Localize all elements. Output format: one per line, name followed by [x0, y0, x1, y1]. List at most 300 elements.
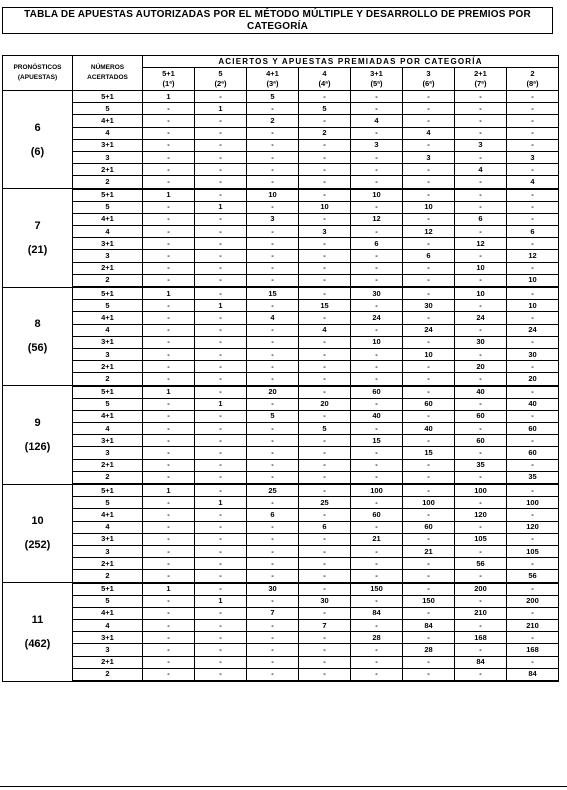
prize-count-cell: - — [455, 668, 507, 681]
prize-count-cell: - — [507, 583, 559, 596]
numeros-acertados-cell: 2+1 — [73, 459, 143, 471]
prize-count-cell: 100 — [507, 497, 559, 509]
prize-count-cell: - — [299, 632, 351, 644]
table-row — [3, 620, 559, 632]
prize-count-cell: - — [455, 91, 507, 103]
prize-count-cell: - — [507, 91, 559, 103]
table-header — [3, 56, 559, 91]
prize-count-cell: 6 — [351, 238, 403, 250]
prize-count-cell: - — [403, 336, 455, 348]
prize-count-cell: - — [143, 435, 195, 447]
prize-count-cell: - — [247, 656, 299, 668]
prize-count-cell: - — [143, 595, 195, 607]
prize-count-cell: 4 — [403, 127, 455, 139]
prize-count-cell: - — [299, 213, 351, 225]
table-row — [3, 398, 559, 410]
prize-count-cell: - — [299, 176, 351, 189]
prize-count-cell: 20 — [247, 386, 299, 399]
prize-count-cell: - — [299, 471, 351, 484]
prize-count-cell: 30 — [247, 583, 299, 596]
category-rank: (8ª) — [526, 79, 539, 88]
prize-count-cell: - — [403, 484, 455, 497]
prize-count-cell: - — [195, 386, 247, 399]
prize-count-cell: - — [247, 176, 299, 189]
numeros-acertados-cell: 3+1 — [73, 435, 143, 447]
bottom-rule — [0, 786, 567, 787]
table-row — [3, 558, 559, 570]
table-row — [3, 312, 559, 324]
prize-count-cell: 12 — [351, 213, 403, 225]
prize-count-cell: - — [143, 127, 195, 139]
prize-count-cell: - — [247, 644, 299, 656]
prize-count-cell: - — [143, 656, 195, 668]
prize-count-cell: - — [247, 139, 299, 151]
pronosticos-cell — [3, 386, 73, 485]
prize-count-cell: - — [455, 115, 507, 127]
prize-count-cell: - — [247, 226, 299, 238]
prize-count-cell: - — [507, 533, 559, 545]
prize-count-cell: - — [195, 583, 247, 596]
prize-count-cell: 10 — [403, 201, 455, 213]
numeros-acertados-cell: 4 — [73, 423, 143, 435]
prize-count-cell: - — [455, 250, 507, 262]
prize-count-cell: - — [351, 176, 403, 189]
prize-count-cell: - — [351, 545, 403, 557]
prize-count-cell: - — [351, 656, 403, 668]
prize-count-cell: - — [195, 373, 247, 386]
category-label: 4+1 — [266, 69, 279, 78]
numeros-acertados-cell: 4+1 — [73, 213, 143, 225]
prize-count-cell: 4 — [299, 324, 351, 336]
prize-count-cell: 100 — [455, 484, 507, 497]
prize-count-cell: - — [143, 558, 195, 570]
prize-count-cell: - — [143, 226, 195, 238]
table-row — [3, 213, 559, 225]
prize-count-cell: - — [143, 250, 195, 262]
prize-count-cell: 28 — [351, 632, 403, 644]
prize-count-cell: - — [351, 521, 403, 533]
prize-count-cell: 4 — [247, 312, 299, 324]
prize-count-cell: 40 — [507, 398, 559, 410]
table-body — [3, 91, 559, 682]
prize-count-cell: - — [195, 250, 247, 262]
prize-count-cell: - — [143, 115, 195, 127]
title-line-2: CATEGORÍA — [246, 21, 309, 32]
prize-count-cell: - — [247, 300, 299, 312]
pronosticos-cell — [3, 189, 73, 288]
prize-count-cell: 2 — [299, 127, 351, 139]
table-row — [3, 583, 559, 596]
prize-count-cell: - — [143, 103, 195, 115]
pronosticos-count: 9 — [34, 416, 41, 429]
prize-count-cell: 24 — [351, 312, 403, 324]
prize-count-cell: 3 — [507, 151, 559, 163]
prize-count-cell: - — [143, 274, 195, 287]
prize-count-cell: - — [299, 274, 351, 287]
header-category — [299, 68, 351, 91]
numeros-acertados-cell: 4+1 — [73, 607, 143, 619]
prize-count-cell: 15 — [403, 447, 455, 459]
prize-count-cell: - — [247, 361, 299, 373]
table-row — [3, 336, 559, 348]
prize-count-cell: - — [403, 558, 455, 570]
numeros-acertados-cell: 3 — [73, 545, 143, 557]
prize-count-cell: - — [403, 213, 455, 225]
prize-count-cell: 1 — [195, 497, 247, 509]
prize-count-cell: - — [299, 545, 351, 557]
prize-count-cell: - — [351, 324, 403, 336]
numeros-acertados-cell: 2 — [73, 471, 143, 484]
table-row — [3, 201, 559, 213]
prize-count-cell: - — [195, 274, 247, 287]
numeros-acertados-cell: 5+1 — [73, 484, 143, 497]
table-row — [3, 423, 559, 435]
prize-count-cell: - — [403, 607, 455, 619]
prize-count-cell: - — [299, 386, 351, 399]
prize-count-cell: - — [403, 373, 455, 386]
prize-count-cell: - — [299, 435, 351, 447]
prize-count-cell: - — [351, 91, 403, 103]
prize-count-cell: - — [143, 459, 195, 471]
prize-count-cell: - — [143, 410, 195, 422]
numeros-acertados-cell: 2 — [73, 570, 143, 583]
prize-count-cell: 84 — [403, 620, 455, 632]
prize-count-cell: 6 — [455, 213, 507, 225]
header-numeros-acertados: NÚMEROS ACERTADOS — [73, 56, 143, 91]
prize-count-cell: 24 — [455, 312, 507, 324]
prize-count-cell: - — [195, 312, 247, 324]
prize-count-cell: 84 — [507, 668, 559, 681]
prize-count-cell: 200 — [455, 583, 507, 596]
apuestas-count: (462) — [24, 637, 51, 650]
prize-count-cell: - — [195, 423, 247, 435]
numeros-acertados-cell: 5 — [73, 398, 143, 410]
table-row — [3, 250, 559, 262]
prize-count-cell: 168 — [507, 644, 559, 656]
prize-count-cell: - — [351, 644, 403, 656]
prize-count-cell: - — [455, 348, 507, 360]
prize-count-cell: 60 — [455, 435, 507, 447]
prize-count-cell: - — [143, 620, 195, 632]
prize-count-cell: - — [195, 435, 247, 447]
prize-count-cell: - — [195, 361, 247, 373]
prize-count-cell: - — [143, 336, 195, 348]
table-row — [3, 447, 559, 459]
prize-count-cell: - — [299, 570, 351, 583]
numeros-acertados-cell: 5+1 — [73, 583, 143, 596]
prize-count-cell: - — [195, 484, 247, 497]
prize-count-cell: - — [247, 103, 299, 115]
prize-count-cell: 20 — [507, 373, 559, 386]
numeros-acertados-cell: 5+1 — [73, 91, 143, 103]
prize-count-cell: - — [299, 558, 351, 570]
category-label: 5 — [218, 69, 223, 78]
prize-count-cell: 10 — [351, 189, 403, 202]
table-row — [3, 91, 559, 103]
prize-count-cell: - — [143, 668, 195, 681]
prize-count-cell: 168 — [455, 632, 507, 644]
prize-count-cell: - — [299, 348, 351, 360]
prize-count-cell: 1 — [143, 484, 195, 497]
table-row — [3, 348, 559, 360]
prize-count-cell: 12 — [455, 238, 507, 250]
table-row — [3, 115, 559, 127]
prize-count-cell: - — [351, 201, 403, 213]
prize-count-cell: 1 — [143, 386, 195, 399]
prize-count-cell: 5 — [247, 410, 299, 422]
prize-count-cell: - — [403, 509, 455, 521]
prize-count-cell: - — [507, 201, 559, 213]
prize-count-cell: - — [507, 558, 559, 570]
prize-count-cell: - — [351, 127, 403, 139]
category-label: 4 — [322, 69, 327, 78]
prize-count-cell: - — [247, 151, 299, 163]
prize-count-cell: 1 — [143, 287, 195, 300]
prize-count-cell: 40 — [351, 410, 403, 422]
prize-count-cell: 210 — [507, 620, 559, 632]
prize-count-cell: 60 — [403, 521, 455, 533]
prize-count-cell: 100 — [403, 497, 455, 509]
prize-count-cell: 5 — [299, 103, 351, 115]
prize-count-cell: - — [299, 312, 351, 324]
prize-count-cell: - — [247, 558, 299, 570]
table-row — [3, 103, 559, 115]
prize-count-cell: - — [299, 447, 351, 459]
prize-count-cell: - — [247, 398, 299, 410]
prize-count-cell: - — [351, 398, 403, 410]
table-row — [3, 127, 559, 139]
category-rank: (6ª) — [422, 79, 435, 88]
prize-count-cell: 3 — [455, 139, 507, 151]
prize-count-cell: 5 — [299, 423, 351, 435]
prize-count-cell: 2 — [247, 115, 299, 127]
prize-count-cell: - — [455, 644, 507, 656]
prize-count-cell: 40 — [403, 423, 455, 435]
prize-count-cell: 4 — [455, 164, 507, 176]
prize-count-cell: - — [247, 164, 299, 176]
prize-count-cell: - — [351, 226, 403, 238]
title-line-1: TABLA DE APUESTAS AUTORIZADAS POR EL MÉTODO MÚLTIPLE Y DESARROLLO DE PREMIOS POR — [24, 9, 531, 20]
table-row — [3, 274, 559, 287]
header-pronosticos: PRONÓSTICOS (APUESTAS) — [3, 56, 73, 91]
prize-count-cell: 1 — [143, 91, 195, 103]
pronosticos-cell — [3, 287, 73, 386]
prize-count-cell: - — [507, 115, 559, 127]
prize-count-cell: - — [247, 373, 299, 386]
header-category — [143, 68, 195, 91]
numeros-acertados-cell: 3+1 — [73, 336, 143, 348]
table-row — [3, 226, 559, 238]
prize-count-cell: 35 — [455, 459, 507, 471]
prize-count-cell: - — [195, 471, 247, 484]
prize-count-cell: - — [299, 484, 351, 497]
prize-count-cell: - — [143, 151, 195, 163]
prize-count-cell: - — [455, 373, 507, 386]
prize-count-cell: - — [247, 545, 299, 557]
prize-count-cell: - — [299, 139, 351, 151]
prize-count-cell: - — [507, 435, 559, 447]
prize-count-cell: - — [455, 201, 507, 213]
prize-count-cell: 30 — [299, 595, 351, 607]
prize-count-cell: - — [351, 447, 403, 459]
prize-count-cell: 150 — [403, 595, 455, 607]
prize-count-cell: - — [247, 127, 299, 139]
prize-count-cell: - — [143, 497, 195, 509]
prize-count-cell: - — [143, 447, 195, 459]
prize-count-cell: - — [247, 595, 299, 607]
prize-count-cell: 60 — [403, 398, 455, 410]
table-row — [3, 287, 559, 300]
numeros-acertados-cell: 3 — [73, 151, 143, 163]
prize-count-cell: 24 — [403, 324, 455, 336]
prize-count-cell: - — [195, 509, 247, 521]
prize-count-cell: 30 — [351, 287, 403, 300]
prize-count-cell: - — [247, 497, 299, 509]
prize-count-cell: 105 — [455, 533, 507, 545]
prize-count-cell: - — [507, 509, 559, 521]
category-rank: (3ª) — [266, 79, 279, 88]
category-label: 5+1 — [162, 69, 175, 78]
prize-count-cell: 60 — [507, 423, 559, 435]
prize-count-cell: - — [143, 570, 195, 583]
prize-count-cell: - — [507, 103, 559, 115]
prize-count-cell: - — [143, 238, 195, 250]
table-row — [3, 533, 559, 545]
prize-count-cell: 30 — [507, 348, 559, 360]
prize-count-cell: - — [403, 361, 455, 373]
prize-count-cell: - — [507, 656, 559, 668]
numeros-acertados-cell: 4 — [73, 620, 143, 632]
prize-count-cell: - — [143, 262, 195, 274]
header-category — [455, 68, 507, 91]
prize-count-cell: 56 — [455, 558, 507, 570]
prize-count-cell: - — [247, 201, 299, 213]
prize-count-cell: - — [143, 312, 195, 324]
prize-count-cell: - — [195, 644, 247, 656]
pronosticos-count: 6 — [34, 121, 41, 134]
numeros-acertados-cell: 2 — [73, 668, 143, 681]
prize-count-cell: - — [351, 373, 403, 386]
category-label: 2 — [530, 69, 535, 78]
prize-count-cell: 15 — [351, 435, 403, 447]
prize-table — [2, 55, 559, 682]
prize-count-cell: 3 — [403, 151, 455, 163]
prize-count-cell: 30 — [455, 336, 507, 348]
numeros-acertados-cell: 5 — [73, 497, 143, 509]
prize-count-cell: - — [195, 287, 247, 300]
prize-count-cell: - — [455, 324, 507, 336]
prize-count-cell: 30 — [403, 300, 455, 312]
prize-count-cell: - — [507, 139, 559, 151]
prize-count-cell: 5 — [247, 91, 299, 103]
prize-count-cell: - — [455, 497, 507, 509]
prize-count-cell: - — [351, 668, 403, 681]
prize-count-cell: - — [507, 459, 559, 471]
prize-count-cell: - — [195, 139, 247, 151]
prize-count-cell: - — [403, 386, 455, 399]
prize-count-cell: - — [507, 632, 559, 644]
numeros-acertados-cell: 2+1 — [73, 558, 143, 570]
prize-count-cell: - — [351, 164, 403, 176]
prize-count-cell: 20 — [299, 398, 351, 410]
numeros-acertados-cell: 4+1 — [73, 312, 143, 324]
table-row — [3, 632, 559, 644]
prize-count-cell: 12 — [507, 250, 559, 262]
numeros-acertados-cell: 2 — [73, 373, 143, 386]
prize-count-cell: - — [247, 336, 299, 348]
prize-count-cell: - — [143, 176, 195, 189]
prize-count-cell: 12 — [403, 226, 455, 238]
prize-count-cell: - — [351, 423, 403, 435]
pronosticos-cell — [3, 91, 73, 189]
prize-count-cell: - — [299, 91, 351, 103]
pronosticos-cell — [3, 484, 73, 583]
numeros-acertados-cell: 4 — [73, 521, 143, 533]
prize-count-cell: - — [299, 262, 351, 274]
prize-count-cell: - — [195, 324, 247, 336]
prize-count-cell: - — [507, 361, 559, 373]
prize-count-cell: - — [143, 300, 195, 312]
prize-count-cell: 25 — [247, 484, 299, 497]
numeros-acertados-cell: 5 — [73, 300, 143, 312]
prize-count-cell: - — [403, 570, 455, 583]
prize-count-cell: 24 — [507, 324, 559, 336]
prize-count-cell: - — [195, 164, 247, 176]
table-row — [3, 176, 559, 189]
prize-count-cell: 200 — [507, 595, 559, 607]
prize-count-cell: - — [143, 213, 195, 225]
prize-count-cell: 120 — [507, 521, 559, 533]
prize-count-cell: - — [403, 274, 455, 287]
prize-count-cell: - — [299, 410, 351, 422]
prize-count-cell: - — [507, 164, 559, 176]
prize-count-cell: - — [351, 250, 403, 262]
prize-count-cell: - — [247, 668, 299, 681]
table-row — [3, 459, 559, 471]
prize-count-cell: - — [507, 238, 559, 250]
prize-count-cell: - — [195, 115, 247, 127]
table-row — [3, 570, 559, 583]
prize-count-cell: - — [195, 213, 247, 225]
pronosticos-cell — [3, 583, 73, 682]
prize-count-cell: - — [247, 471, 299, 484]
prize-count-cell: - — [455, 447, 507, 459]
table-row — [3, 139, 559, 151]
apuestas-count: (126) — [24, 440, 51, 453]
pronosticos-count: 8 — [34, 318, 41, 331]
prize-count-cell: - — [351, 300, 403, 312]
category-rank: (1ª) — [162, 79, 175, 88]
apuestas-count: (56) — [27, 342, 48, 355]
table-row — [3, 373, 559, 386]
prize-count-cell: 10 — [507, 274, 559, 287]
prize-count-cell: - — [143, 164, 195, 176]
prize-count-cell: - — [143, 533, 195, 545]
prize-count-cell: - — [143, 139, 195, 151]
numeros-acertados-cell: 4+1 — [73, 509, 143, 521]
prize-count-cell: - — [299, 644, 351, 656]
numeros-acertados-cell: 5+1 — [73, 189, 143, 202]
prize-count-cell: - — [195, 189, 247, 202]
header-aciertos-group: ACIERTOS Y APUESTAS PREMIADAS POR CATEGORÍA — [143, 56, 559, 68]
prize-count-cell: - — [195, 459, 247, 471]
prize-count-cell: - — [247, 435, 299, 447]
table-row — [3, 262, 559, 274]
prize-count-cell: 6 — [507, 226, 559, 238]
numeros-acertados-cell: 5 — [73, 103, 143, 115]
prize-count-cell: - — [143, 471, 195, 484]
prize-count-cell: - — [247, 238, 299, 250]
